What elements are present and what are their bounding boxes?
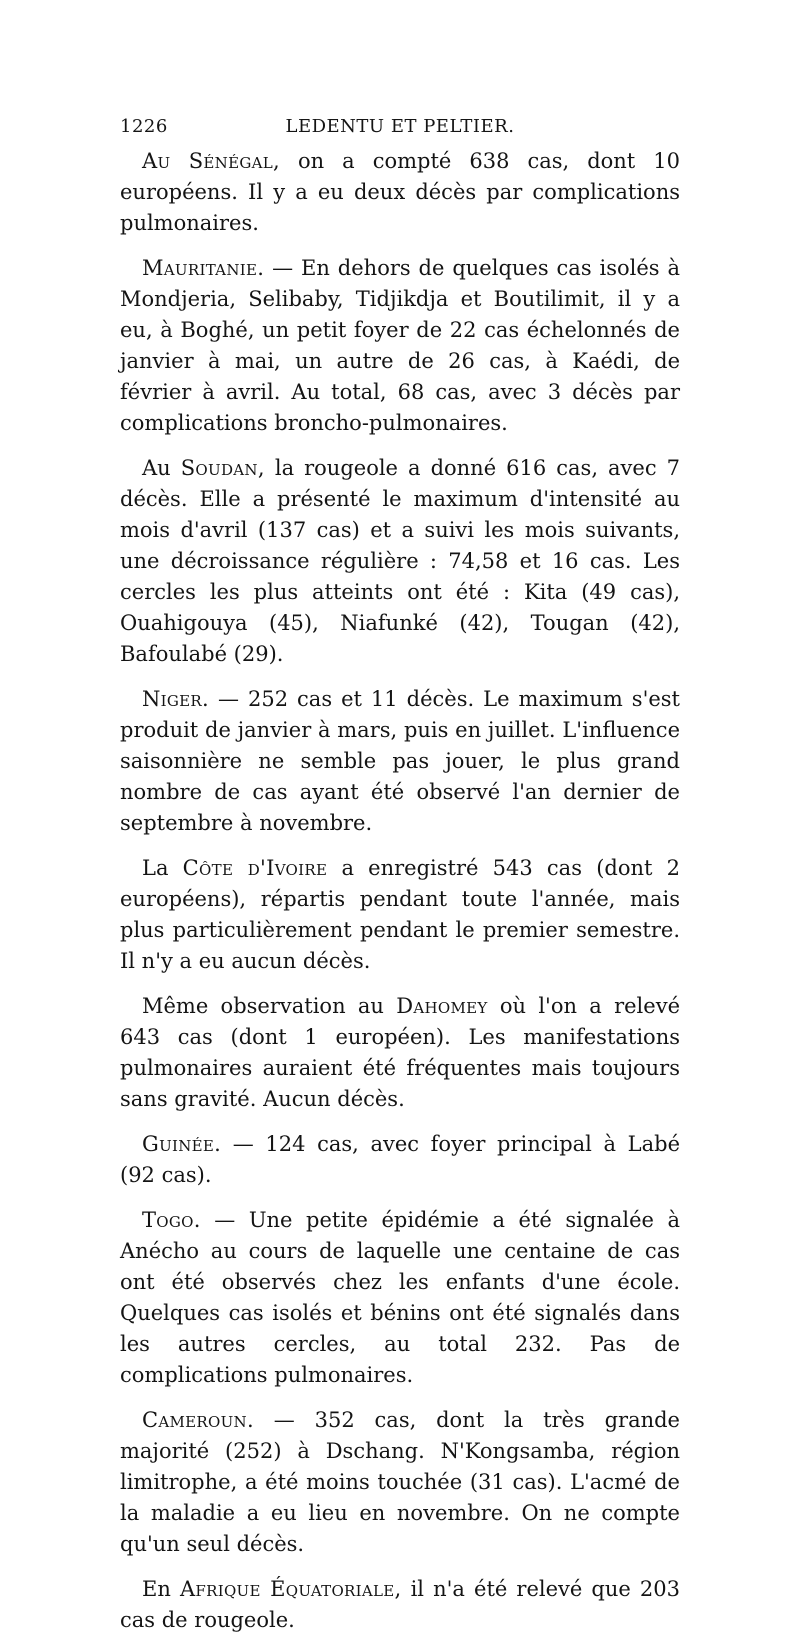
region-name: Côte d'Ivoire [182, 856, 328, 880]
paragraph-afrique-equatoriale [120, 1574, 680, 1636]
paragraph-cameroun [120, 1405, 680, 1560]
region-name: Togo. [142, 1208, 201, 1232]
running-title: LEDENTU ET PELTIER. [285, 116, 515, 137]
page-number: 1226 [120, 116, 168, 137]
paragraph-text: — 252 cas et 11 décès. Le maximum s'est produit de janvier à mars, puis en juillet. L'influence saisonnière ne semble pas jouer, le plus grand nombre de cas ayant été observé l'an dernier de septembre à novembre. [120, 687, 680, 835]
paragraph-text: on a compté 638 cas, dont 10 européens. Il y a eu deux décès par complications pulmonaires. [120, 149, 680, 235]
running-header [120, 112, 680, 146]
paragraph-text: — Une petite épidémie a été signalée à Anécho au cours de laquelle une centaine de cas ont été observés chez les enfants d'une école. Quelques cas isolés et bénins ont été signalés dans les autres cercles, au total 232. Pas de complications pulmonaires. [120, 1208, 680, 1387]
region-name: Cameroun. [142, 1408, 254, 1432]
region-name: Mauritanie. [142, 256, 265, 280]
region-name: Au Sénégal, [142, 149, 280, 173]
paragraph-prefix: Même observation au [142, 994, 397, 1018]
paragraph-soudan [120, 453, 680, 670]
paragraph-text: la rougeole a donné 616 cas, avec 7 décès. Elle a présenté le maximum d'intensité au mois d'avril (137 cas) et a suivi les mois suivants, une décroissance régulière : 74,58 et 16 cas. Les cercles les plus atteints ont été : Kita (49 cas), Ouahigouya (45), Niafunké (42), Tougan (42), Bafoulabé (29). [120, 456, 680, 666]
paragraph-senegal [120, 146, 680, 239]
paragraph-cote-divoire [120, 853, 680, 977]
region-name: Niger. [142, 687, 210, 711]
paragraph-mauritanie [120, 253, 680, 439]
paragraph-dahomey [120, 991, 680, 1115]
paragraph-text: où l'on a relevé 643 cas (dont 1 européen). Les manifestations pulmonaires auraient été fréquentes mais toujours sans gravité. Aucun décès. [120, 994, 680, 1111]
region-name: Guinée. [142, 1132, 222, 1156]
paragraph-text: a enregistré 543 cas (dont 2 européens), répartis pendant toute l'année, mais plus particulièrement pendant le premier semestre. Il n'y a eu aucun décès. [120, 856, 680, 973]
region-name: Soudan, [180, 456, 265, 480]
paragraph-prefix: La [142, 856, 183, 880]
region-name: Dahomey [396, 994, 488, 1018]
paragraph-text: — 352 cas, dont la très grande majorité (252) à Dschang. N'Kongsamba, région limitrophe, a été moins touchée (31 cas). L'acmé de la maladie a eu lieu en novembre. On ne compte qu'un seul décès. [120, 1408, 680, 1556]
paragraph-prefix: En [142, 1577, 180, 1601]
paragraph-guinee [120, 1129, 680, 1191]
paragraph-text: — 124 cas, avec foyer principal à Labé (92 cas). [120, 1132, 680, 1187]
book-page [120, 112, 680, 1650]
paragraph-togo [120, 1205, 680, 1391]
paragraph-text: il n'a été relevé que 203 cas de rougeole. [120, 1577, 680, 1632]
paragraph-prefix: Au [142, 456, 181, 480]
paragraph-niger [120, 684, 680, 839]
region-name: Afrique Équatoriale, [179, 1577, 402, 1601]
paragraph-text: — En dehors de quelques cas isolés à Mondjeria, Selibaby, Tidjikdja et Boutilimit, il y a eu, à Boghé, un petit foyer de 22 cas échelonnés de janvier à mai, un autre de 26 cas, à Kaédi, de février à avril. Au total, 68 cas, avec 3 décès par complications broncho-pulmonaires. [120, 256, 680, 435]
